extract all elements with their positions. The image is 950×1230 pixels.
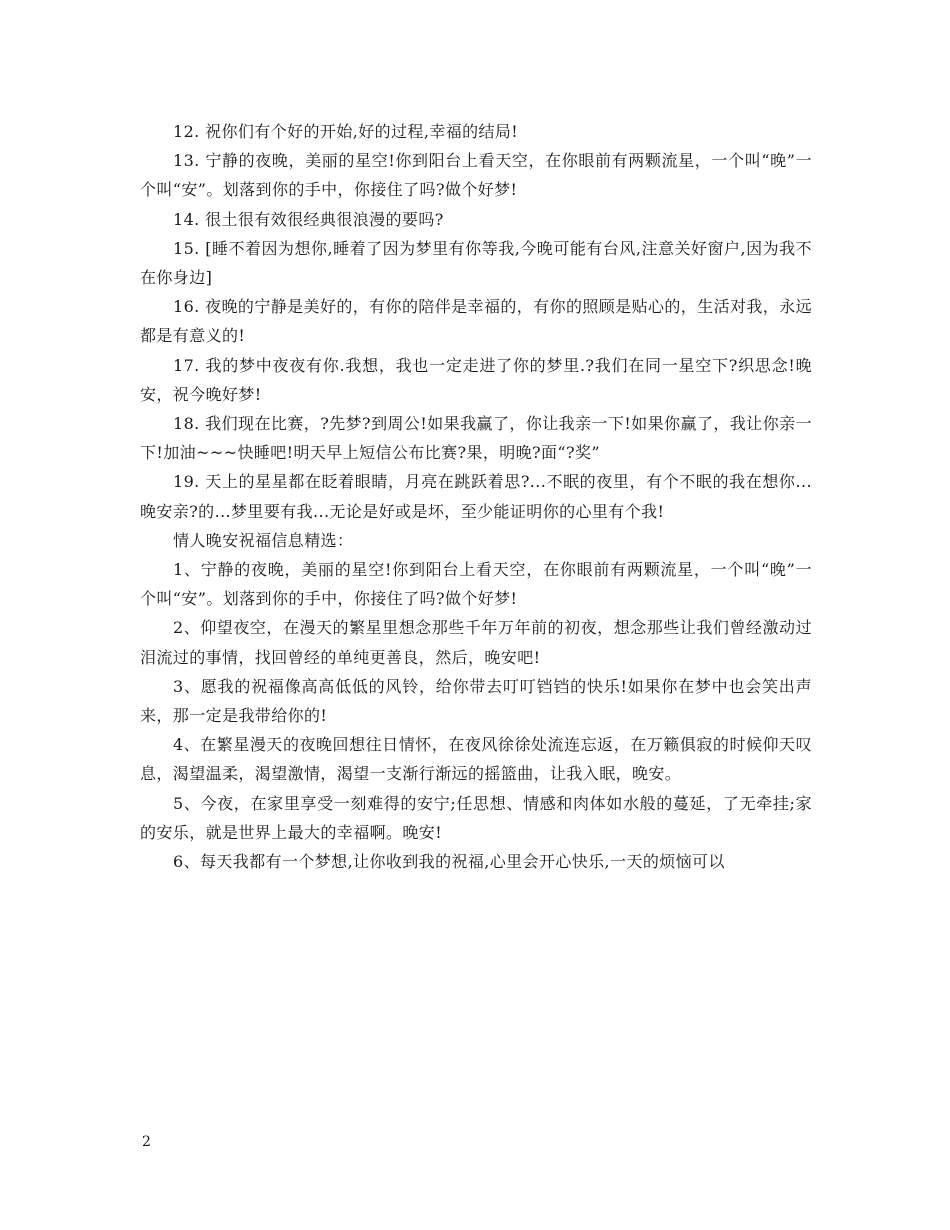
list-item-4: 4、在繁星漫天的夜晚回想往日情怀，在夜风徐徐处流连忘返，在万籁俱寂的时候仰天叹息，渴望温柔，渴望激情，渴望一支渐行渐远的摇篮曲，让我入眠，晚安。 (140, 735, 812, 784)
paragraph-19: 19. 天上的星星都在眨着眼睛，月亮在跳跃着思?...不眠的夜里，有个不眠的我在想你...晚安亲?的...梦里要有我...无论是好或是坏，至少能证明你的心里有个我! (140, 472, 812, 521)
paragraph-12: 12. 祝你们有个好的开始,好的过程,幸福的结局! (173, 122, 519, 141)
paragraph-18: 18. 我们现在比赛，?先梦?到周公!如果我赢了，你让我亲一下!如果你赢了，我让你亲一下!加油~~~快睡吧!明天早上短信公布比赛?果，明晚?面“?奖” (140, 414, 812, 463)
list-item-1: 1、宁静的夜晚，美丽的星空!你到阳台上看天空，在你眼前有两颗流星，一个叫“晚”一个叫“安”。划落到你的手中，你接住了吗?做个好梦! (140, 560, 812, 609)
list-item-3: 3、愿我的祝福像高高低低的风铃，给你带去叮叮铛铛的快乐!如果你在梦中也会笑出声来，那一定是我带给你的! (140, 676, 812, 726)
list-item-5: 5、今夜，在家里享受一刻难得的安宁;任思想、情感和肉体如水般的蔓延，了无牵挂;家的安乐，就是世界上最大的幸福啊。晚安! (140, 793, 812, 842)
paragraph-13: 13. 宁静的夜晚，美丽的星空!你到阳台上看天空，在你眼前有两颗流星，一个叫“晚”一个叫“安”。划落到你的手中，你接住了吗?做个好梦! (140, 151, 812, 200)
document-body (140, 117, 812, 876)
paragraph-15: 15. [睡不着因为想你,睡着了因为梦里有你等我,今晚可能有台风,注意关好窗户,因为我不在你身边] (140, 238, 812, 288)
section-heading: 情人晚安祝福信息精选： (173, 530, 354, 550)
list-item-2: 2、仰望夜空，在漫天的繁星里想念那些千年万年前的初夜，想念那些让我们曾经激动过泪流过的事情，找回曾经的单纯更善良，然后，晚安吧! (140, 618, 812, 667)
page-number: 2 (142, 1134, 151, 1150)
list-item-6: 6、每天我都有一个梦想,让你收到我的祝福,心里会开心快乐,一天的烦恼可以 (173, 852, 725, 872)
paragraph-16: 16. 夜晚的宁静是美好的，有你的陪伴是幸福的，有你的照顾是贴心的，生活对我，永远都是有意义的! (140, 297, 812, 346)
paragraph-14: 14. 很土很有效很经典很浪漫的要吗? (173, 209, 444, 229)
paragraph-17: 17. 我的梦中夜夜有你.我想，我也一定走进了你的梦里.?我们在同一星空下?织思念!晚安，祝今晚好梦! (140, 355, 812, 404)
